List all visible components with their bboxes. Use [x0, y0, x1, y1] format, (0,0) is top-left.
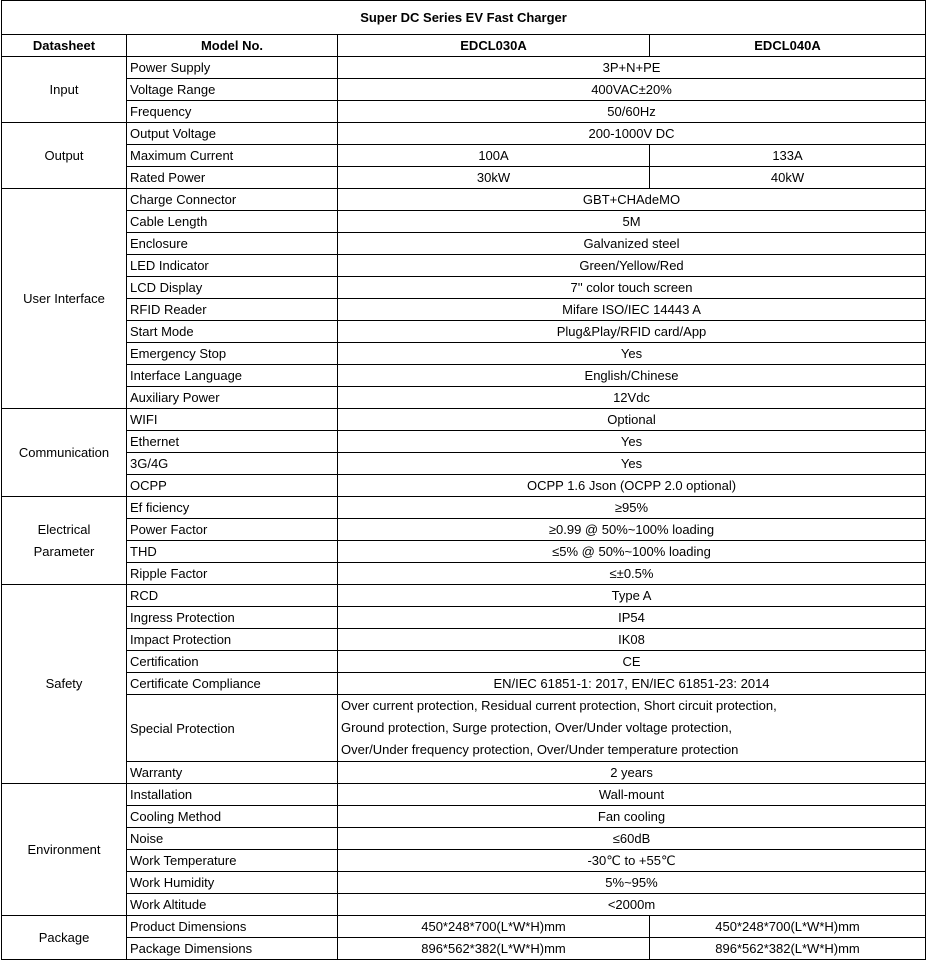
param-value: 50/60Hz [338, 101, 926, 123]
param-value: 400VAC±20% [338, 79, 926, 101]
param-value: ≥0.99 @ 50%~100% loading [338, 519, 926, 541]
table-row [2, 607, 926, 629]
protection-line: Ground protection, Surge protection, Over/Under voltage protection, [341, 720, 732, 735]
table-row [2, 57, 926, 79]
param-label: Maximum Current [127, 145, 338, 167]
table-row [2, 541, 926, 563]
param-value: Optional [338, 409, 926, 431]
param-label: RFID Reader [127, 299, 338, 321]
param-value: 5%~95% [338, 872, 926, 894]
category-communication: Communication [2, 409, 127, 497]
table-row [2, 167, 926, 189]
table-row [2, 453, 926, 475]
param-label: Work Temperature [127, 850, 338, 872]
model-a-header: EDCL030A [338, 35, 650, 57]
param-label: Ef ficiency [127, 497, 338, 519]
table-row [2, 387, 926, 409]
param-value: IP54 [338, 607, 926, 629]
table-row [2, 321, 926, 343]
param-label: THD [127, 541, 338, 563]
param-label: Interface Language [127, 365, 338, 387]
table-row [2, 695, 926, 762]
title-row [2, 1, 926, 35]
category-line: Electrical [37, 521, 91, 537]
param-value: Plug&Play/RFID card/App [338, 321, 926, 343]
table-row [2, 365, 926, 387]
table-row [2, 277, 926, 299]
param-label: LED Indicator [127, 255, 338, 277]
param-value-special-protection [338, 695, 926, 762]
param-label: Auxiliary Power [127, 387, 338, 409]
param-value-model-a: 450*248*700(L*W*H)mm [338, 916, 650, 938]
param-value-model-b: 896*562*382(L*W*H)mm [650, 938, 926, 960]
param-value: IK08 [338, 629, 926, 651]
param-value: -30℃ to +55℃ [338, 850, 926, 872]
param-label: Power Supply [127, 57, 338, 79]
param-label: Certificate Compliance [127, 673, 338, 695]
param-label: Ingress Protection [127, 607, 338, 629]
param-value-model-b: 40kW [650, 167, 926, 189]
table-row [2, 872, 926, 894]
table-row [2, 673, 926, 695]
spec-table [1, 0, 926, 960]
param-value: ≥95% [338, 497, 926, 519]
param-label: Charge Connector [127, 189, 338, 211]
param-label: Rated Power [127, 167, 338, 189]
model-b-header: EDCL040A [650, 35, 926, 57]
param-label: Noise [127, 828, 338, 850]
param-value: Type A [338, 585, 926, 607]
table-row [2, 343, 926, 365]
param-label: Ethernet [127, 431, 338, 453]
table-row [2, 189, 926, 211]
param-label: OCPP [127, 475, 338, 497]
param-label: Warranty [127, 762, 338, 784]
param-value: Mifare ISO/IEC 14443 A [338, 299, 926, 321]
param-label: Cable Length [127, 211, 338, 233]
header-row [2, 35, 926, 57]
param-value: Fan cooling [338, 806, 926, 828]
param-value: Yes [338, 431, 926, 453]
param-label: LCD Display [127, 277, 338, 299]
category-safety: Safety [2, 585, 127, 784]
param-label: Special Protection [127, 695, 338, 762]
protection-line: Over current protection, Residual current protection, Short circuit protection, [341, 698, 777, 713]
table-row [2, 651, 926, 673]
param-label: Cooling Method [127, 806, 338, 828]
param-value: Yes [338, 343, 926, 365]
table-row [2, 563, 926, 585]
param-label: Product Dimensions [127, 916, 338, 938]
category-package: Package [2, 916, 127, 960]
table-row [2, 475, 926, 497]
param-label: Output Voltage [127, 123, 338, 145]
table-row [2, 894, 926, 916]
table-row [2, 629, 926, 651]
category-output: Output [2, 123, 127, 189]
param-label: Work Humidity [127, 872, 338, 894]
datasheet-header: Datasheet [2, 35, 127, 57]
table-row [2, 299, 926, 321]
table-row [2, 850, 926, 872]
param-label: Work Altitude [127, 894, 338, 916]
param-value: ≤60dB [338, 828, 926, 850]
category-electrical-parameter [2, 497, 127, 585]
category-user-interface: User Interface [2, 189, 127, 409]
param-label: Frequency [127, 101, 338, 123]
param-value-model-a: 100A [338, 145, 650, 167]
table-row [2, 123, 926, 145]
table-row [2, 211, 926, 233]
param-value-model-b: 450*248*700(L*W*H)mm [650, 916, 926, 938]
table-row [2, 255, 926, 277]
param-value: Wall-mount [338, 784, 926, 806]
param-label: Enclosure [127, 233, 338, 255]
param-value-model-b: 133A [650, 145, 926, 167]
param-value: 2 years [338, 762, 926, 784]
table-row [2, 145, 926, 167]
param-label: Impact Protection [127, 629, 338, 651]
table-row [2, 431, 926, 453]
param-value: EN/IEC 61851-1: 2017, EN/IEC 61851-23: 2014 [338, 673, 926, 695]
table-row [2, 409, 926, 431]
table-row [2, 762, 926, 784]
param-label: Start Mode [127, 321, 338, 343]
param-value-model-a: 896*562*382(L*W*H)mm [338, 938, 650, 960]
param-label: Emergency Stop [127, 343, 338, 365]
model-no-header: Model No. [127, 35, 338, 57]
table-row [2, 828, 926, 850]
param-label: WIFI [127, 409, 338, 431]
param-label: Package Dimensions [127, 938, 338, 960]
param-value: 3P+N+PE [338, 57, 926, 79]
param-label: Voltage Range [127, 79, 338, 101]
param-value: 200-1000V DC [338, 123, 926, 145]
param-label: Installation [127, 784, 338, 806]
param-label: Power Factor [127, 519, 338, 541]
param-value-model-a: 30kW [338, 167, 650, 189]
table-row [2, 79, 926, 101]
category-environment: Environment [2, 784, 127, 916]
param-value: ≤±0.5% [338, 563, 926, 585]
table-row [2, 938, 926, 960]
table-row [2, 916, 926, 938]
param-value: 7'' color touch screen [338, 277, 926, 299]
table-row [2, 101, 926, 123]
table-row [2, 497, 926, 519]
table-row [2, 806, 926, 828]
param-value: <2000m [338, 894, 926, 916]
param-value: Yes [338, 453, 926, 475]
param-value: Green/Yellow/Red [338, 255, 926, 277]
param-label: Ripple Factor [127, 563, 338, 585]
category-line: Parameter [33, 543, 95, 559]
page-title: Super DC Series EV Fast Charger [2, 1, 926, 35]
param-label: RCD [127, 585, 338, 607]
table-row [2, 519, 926, 541]
category-input: Input [2, 57, 127, 123]
table-row [2, 233, 926, 255]
param-label: Certification [127, 651, 338, 673]
table-row [2, 784, 926, 806]
param-value: English/Chinese [338, 365, 926, 387]
param-value: Galvanized steel [338, 233, 926, 255]
protection-line: Over/Under frequency protection, Over/Under temperature protection [341, 742, 739, 757]
param-value: GBT+CHAdeMO [338, 189, 926, 211]
param-value: 5M [338, 211, 926, 233]
param-value: OCPP 1.6 Json (OCPP 2.0 optional) [338, 475, 926, 497]
table-row [2, 585, 926, 607]
param-label: 3G/4G [127, 453, 338, 475]
param-value: ≤5% @ 50%~100% loading [338, 541, 926, 563]
param-value: 12Vdc [338, 387, 926, 409]
param-value: CE [338, 651, 926, 673]
